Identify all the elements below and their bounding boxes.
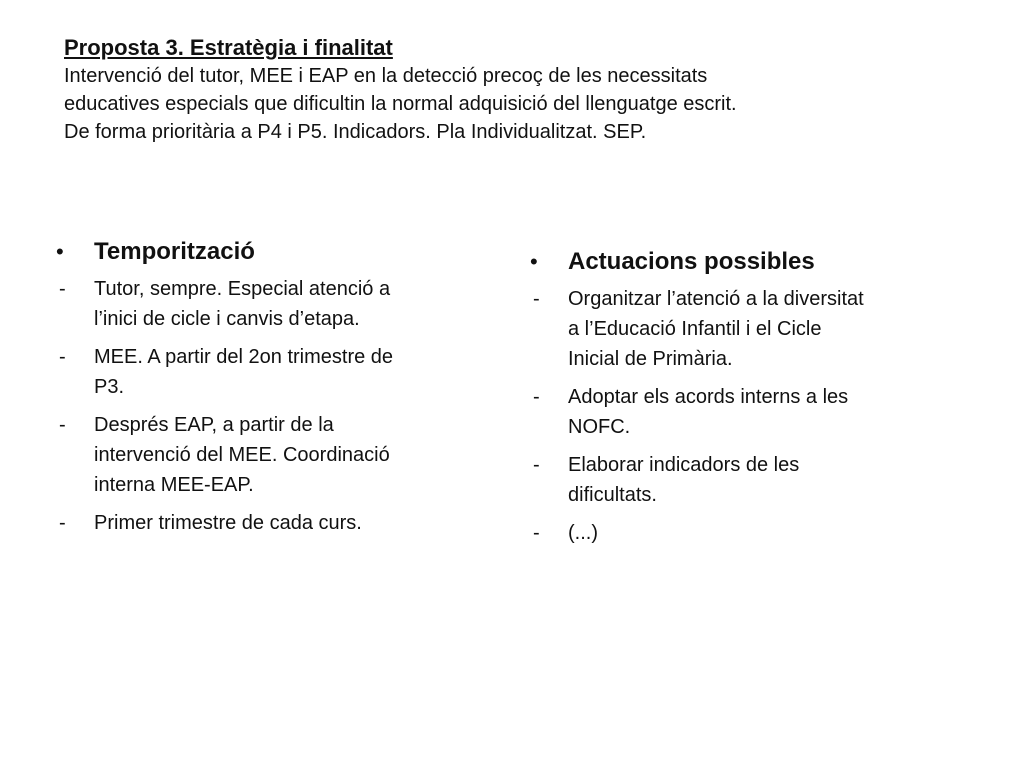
right-heading: Actuacions possibles [568,248,815,275]
item-line: dificultats. [568,484,657,506]
item-line: Tutor, sempre. Especial atenció a [94,278,391,300]
item-line: Elaborar indicadors de les [568,454,800,476]
item-text [568,284,864,374]
item-line: Primer trimestre de cada curs. [94,512,362,534]
dash-marker: - [59,414,66,436]
list-item [56,342,496,402]
item-text [568,450,799,510]
item-line: NOFC. [568,416,631,438]
slide-title: Proposta 3. Estratègia i finalitat [64,35,393,60]
right-column [530,238,970,556]
list-item [530,518,970,548]
item-line: P3. [94,376,125,398]
item-line: interna MEE-EAP. [94,474,254,496]
dash-marker: - [59,278,66,300]
dash-marker: - [533,386,540,408]
dash-marker: - [533,288,540,310]
slide-subtitle [64,62,964,146]
item-line: MEE. A partir del 2on trimestre de [94,346,394,368]
dash-marker: - [533,454,540,476]
list-item [530,284,970,374]
item-line: a l’Educació Infantil i el Cicle [568,318,822,340]
item-line: l’inici de cicle i canvis d’etapa. [94,308,360,330]
list-item [56,508,496,538]
right-heading-row [530,248,970,276]
item-line: Adoptar els acords interns a les [568,386,849,408]
item-text [94,410,390,500]
dash-marker: - [59,346,66,368]
subtitle-line: De forma prioritària a P4 i P5. Indicadors. Pla Individualitzat. SEP. [64,121,647,143]
subtitle-line: educatives especials que dificultin la normal adquisició del llenguatge escrit. [64,93,737,115]
left-list [56,274,496,538]
list-item [56,274,496,334]
item-line: Inicial de Primària. [568,348,733,370]
list-item [56,410,496,500]
left-heading: Temporització [94,238,255,265]
bullet-icon: • [56,239,64,264]
dash-marker: - [59,512,66,534]
item-line: (...) [568,522,598,544]
item-line: intervenció del MEE. Coordinació [94,444,390,466]
left-heading-row [56,238,496,266]
list-item [530,450,970,510]
item-text [568,518,598,548]
bullet-icon: • [530,249,538,274]
subtitle-line: Intervenció del tutor, MEE i EAP en la detecció precoç de les necessitats [64,65,708,87]
item-text [568,382,848,442]
item-text [94,274,390,334]
list-item [530,382,970,442]
dash-marker: - [533,522,540,544]
item-line: Després EAP, a partir de la [94,414,334,436]
slide-header [64,34,964,146]
left-column [56,238,496,546]
right-list [530,284,970,548]
item-text [94,342,393,402]
item-line: Organitzar l’atenció a la diversitat [568,288,864,310]
item-text [94,508,362,538]
